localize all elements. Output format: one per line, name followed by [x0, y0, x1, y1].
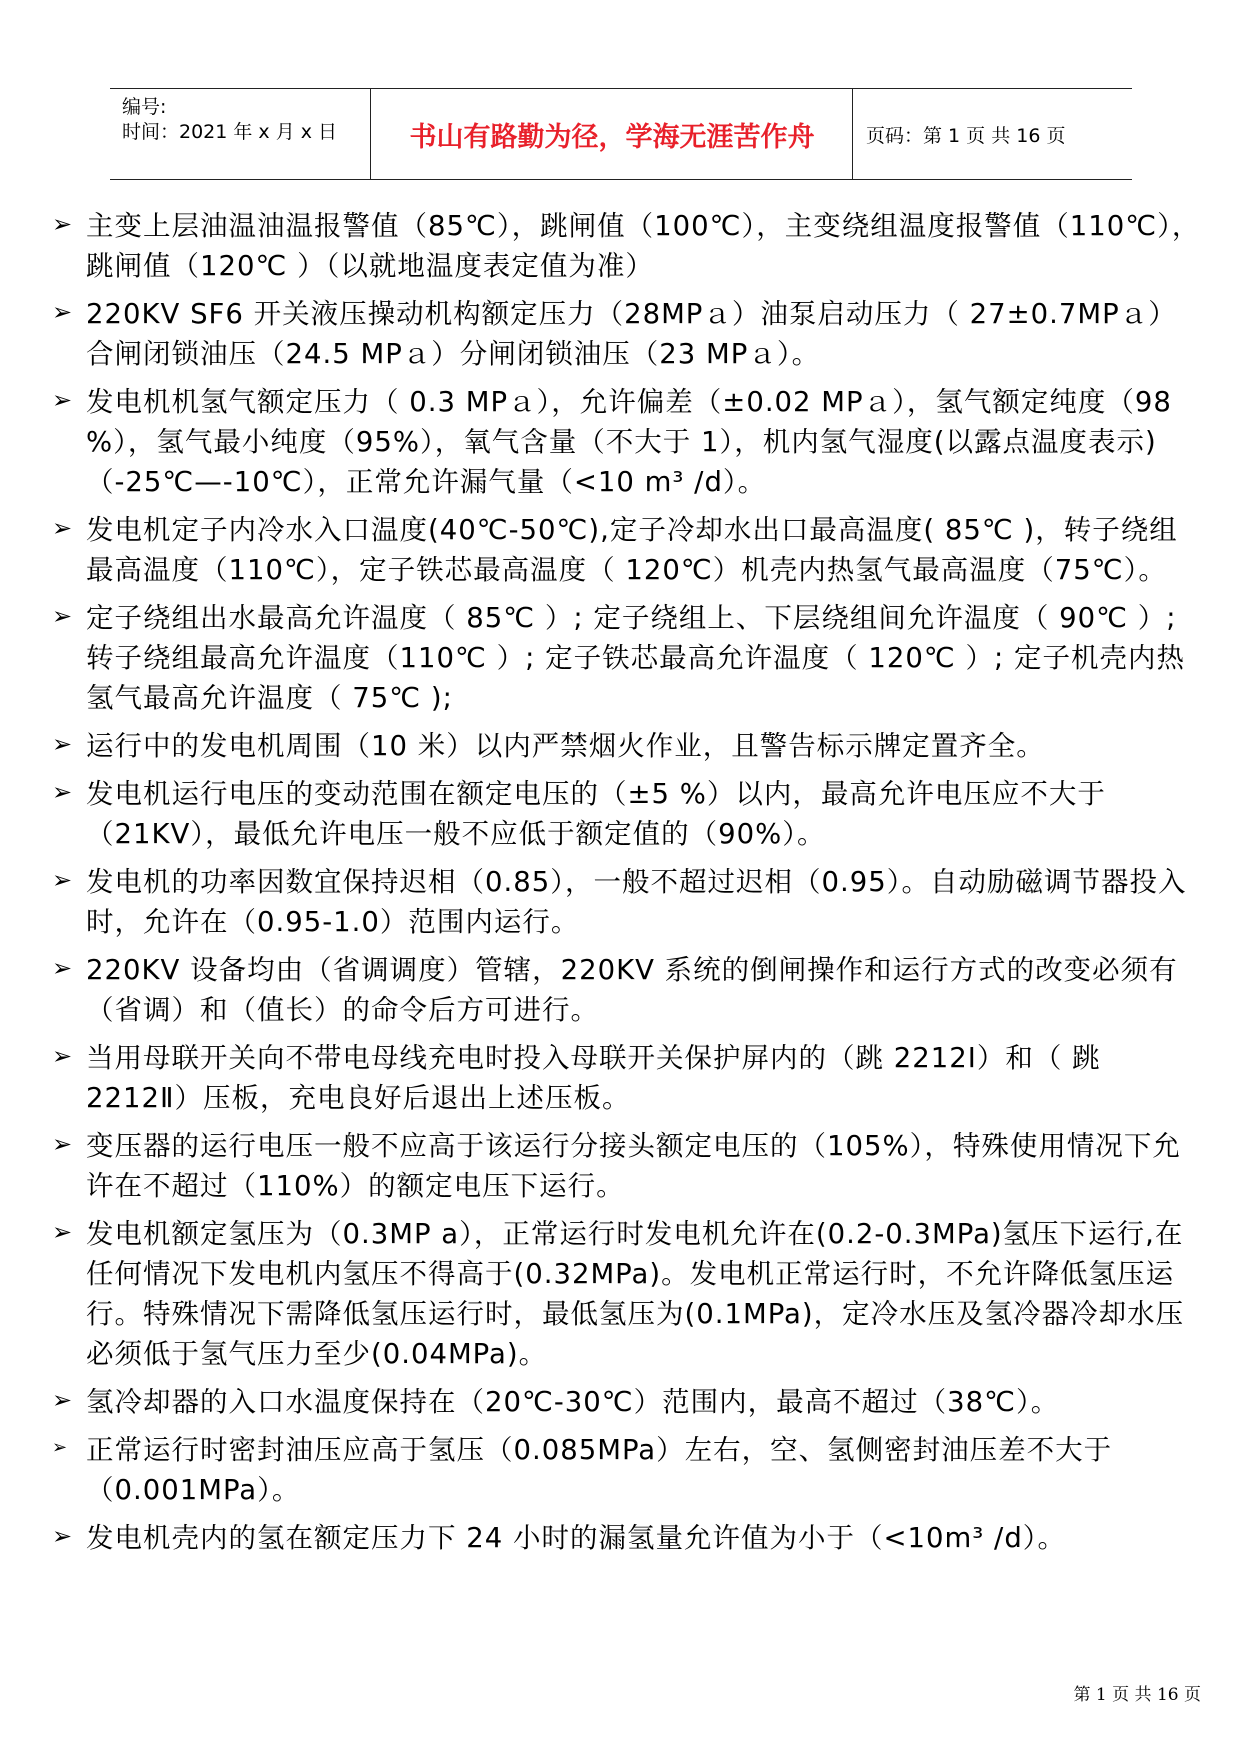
list-item-text: 发电机壳内的氢在额定压力下 24 小时的漏氢量允许值为小于（<10m³ /d）。 — [86, 1522, 1067, 1554]
header-divider — [370, 89, 371, 179]
arrow-bullet-icon: ➢ — [52, 514, 73, 542]
document-body — [52, 206, 1202, 1566]
arrow-bullet-icon: ➢ — [52, 954, 73, 982]
page-header — [110, 88, 1132, 180]
arrow-bullet-icon: ➢ — [52, 778, 73, 806]
list-item-text: 发电机的功率因数宜保持迟相（0.85），一般不超过迟相（0.95）。自动励磁调节器投入时，允许在（0.95-1.0）范围内运行。 — [86, 866, 1187, 938]
list-item-text: 220KV 设备均由（省调调度）管辖，220KV 系统的倒闸操作和运行方式的改变必须有（省调）和（值长）的命令后方可进行。 — [86, 954, 1178, 1026]
arrow-bullet-icon: ➢ — [52, 730, 73, 758]
list-item — [52, 510, 1202, 590]
list-item-text: 主变上层油温油温报警值（85℃），跳闸值（100℃），主变绕组温度报警值（110℃），跳闸值（120℃ ）（以就地温度表定值为准） — [86, 210, 1201, 282]
list-item — [52, 294, 1202, 374]
header-meta — [122, 95, 372, 145]
list-item-text: 运行中的发电机周围（10 米）以内严禁烟火作业，且警告标示牌定置齐全。 — [86, 730, 1045, 762]
list-item — [52, 862, 1202, 942]
list-item — [52, 1430, 1202, 1510]
arrow-bullet-icon: ➢ — [52, 210, 73, 238]
list-item-text: 发电机定子内冷水入口温度(40℃-50℃),定子冷却水出口最高温度( 85℃ )，转子绕组最高温度（110℃），定子铁芯最高温度（ 120℃）机壳内热氢气最高温度（75℃）。 — [86, 514, 1178, 586]
header-motto: 书山有路勤为径，学海无涯苦作舟 — [409, 121, 815, 153]
arrow-bullet-icon: ➢ — [52, 1130, 73, 1158]
arrow-bullet-icon: ➢ — [52, 298, 73, 326]
list-item — [52, 1382, 1202, 1422]
list-item-text: 220KV SF6 开关液压操动机构额定压力（28MPａ）油泵启动压力（ 27±0.7MPａ）合闸闭锁油压（24.5 MPａ）分闸闭锁油压（23 MPａ）。 — [86, 298, 1177, 370]
list-item — [52, 382, 1202, 502]
list-item — [52, 774, 1202, 854]
list-item-text: 发电机机氢气额定压力（ 0.3 MPａ），允许偏差（±0.02 MPａ），氢气额定纯度（98 %），氢气最小纯度（95%），氧气含量（不大于 1），机内氢气湿度(以露点温度表示)（-25℃—-10℃），正常允许漏气量（<10 m³ /d）。 — [86, 386, 1172, 498]
list-item-text: 正常运行时密封油压应高于氢压（0.085MPa）左右，空、氢侧密封油压差不大于（0.001MPa）。 — [86, 1434, 1113, 1506]
arrow-bullet-icon: ➢ — [52, 866, 73, 894]
arrow-bullet-icon: ➢ — [52, 602, 73, 630]
list-item-text: 发电机运行电压的变动范围在额定电压的（±5 %）以内，最高允许电压应不大于（21KV），最低允许电压一般不应低于额定值的（90%）。 — [86, 778, 1106, 850]
page-footer: 第 1 页 共 16 页 — [1073, 1685, 1201, 1705]
list-item — [52, 598, 1202, 718]
list-item — [52, 206, 1202, 286]
arrow-bullet-icon: ➢ — [52, 1386, 73, 1414]
list-item-text: 氢冷却器的入口水温度保持在（20℃-30℃）范围内，最高不超过（38℃）。 — [86, 1386, 1060, 1418]
list-item — [52, 1518, 1202, 1558]
list-item-text: 当用母联开关向不带电母线充电时投入母联开关保护屏内的（跳 2212Ⅰ）和（ 跳 2212Ⅱ）压板，充电良好后退出上述压板。 — [86, 1042, 1101, 1114]
list-item — [52, 950, 1202, 1030]
number-label: 编号: — [122, 96, 167, 118]
list-item-text: 变压器的运行电压一般不应高于该运行分接头额定电压的（105%），特殊使用情况下允许在不超过（110%）的额定电压下运行。 — [86, 1130, 1181, 1202]
arrow-bullet-icon: ➢ — [52, 1437, 68, 1458]
header-page-info: 页码：第 1 页 共 16 页 — [866, 124, 1066, 147]
list-item-text: 发电机额定氢压为（0.3MP a），正常运行时发电机允许在(0.2-0.3MPa)氢压下运行,在任何情况下发电机内氢压不得高于(0.32MPa)。发电机正常运行时，不允许降低氢压运行。特殊情况下需降低氢压运行时，最低氢压为(0.1MPa)，定冷水压及氢冷器冷却水压必须低于氢气压力至少(0.04MPa)。 — [86, 1218, 1185, 1370]
arrow-bullet-icon: ➢ — [52, 1218, 73, 1246]
list-item — [52, 1126, 1202, 1206]
list-item — [52, 1214, 1202, 1374]
list-item — [52, 1038, 1202, 1118]
arrow-bullet-icon: ➢ — [52, 386, 73, 414]
list-item-text: 定子绕组出水最高允许温度（ 85℃ ）; 定子绕组上、下层绕组间允许温度（ 90℃ ）; 转子绕组最高允许温度（110℃ ）; 定子铁芯最高允许温度（ 120℃ ）; 定子机壳内热氢气最高允许温度（ 75℃ ); — [86, 602, 1185, 714]
header-divider — [852, 89, 853, 179]
list-item — [52, 726, 1202, 766]
time-label: 时间：2021 年 x 月 x 日 — [122, 121, 338, 143]
arrow-bullet-icon: ➢ — [52, 1042, 73, 1070]
arrow-bullet-icon: ➢ — [52, 1522, 73, 1550]
